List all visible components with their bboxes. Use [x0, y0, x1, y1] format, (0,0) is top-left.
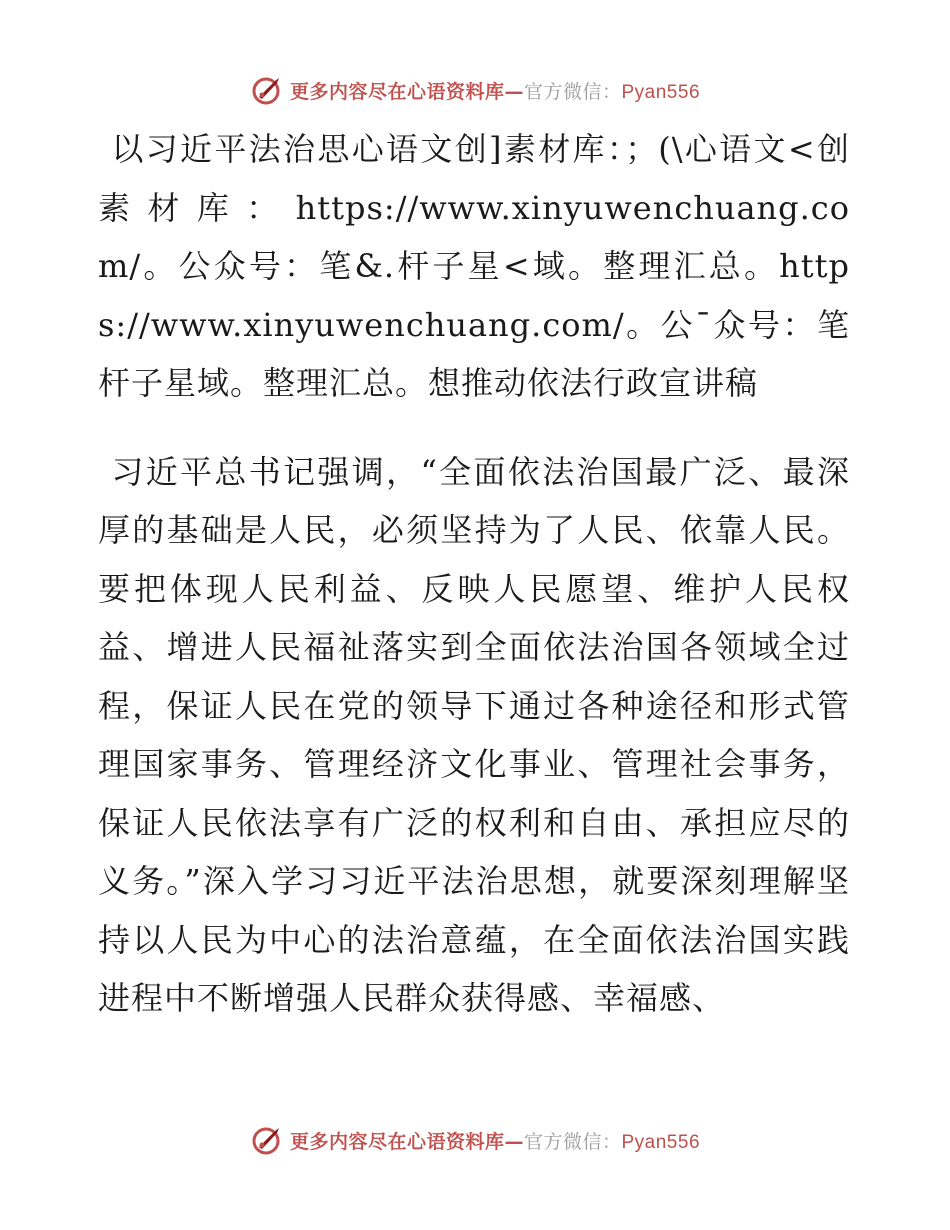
footer-banner — [0, 1120, 950, 1160]
header-library-text: 更多内容尽在心语资料库— — [289, 80, 524, 103]
header-banner — [0, 70, 950, 110]
header-wechat-label: 官方微信： — [523, 80, 622, 103]
document-body — [98, 120, 850, 1028]
header-banner-text — [290, 77, 700, 104]
footer-banner-text — [290, 1127, 700, 1154]
paragraph — [98, 443, 850, 1028]
footer-wechat-id: Pyan556 — [621, 1131, 701, 1153]
brush-pen-logo-icon — [250, 73, 284, 107]
paragraph-text: 以习近平法治思心语文创]素材库：；(\心语文<创素材库：https://www.xinyuwenchuang.com/。公众号：笔&.杆子星<域。整理汇总。https://www.xinyuwenchuang.com/。公¯众号：笔杆子星域。整理汇总。想推动依法行政宣讲稿 — [98, 130, 850, 402]
brush-pen-logo-icon — [250, 1123, 284, 1157]
footer-wechat-label: 官方微信： — [523, 1130, 622, 1153]
paragraph-text: 习近平总书记强调，“全面依法治国最广泛、最深厚的基础是人民，必须坚持为了人民、依靠人民。要把体现人民利益、反映人民愿望、维护人民权益、增进人民福祉落实到全面依法治国各领域全过程，保证人民在党的领导下通过各种途径和形式管理国家事务、管理经济文化事业、管理社会事务，保证人民依法享有广泛的权利和自由、承担应尽的义务。”深入学习习近平法治思想，就要深刻理解坚持以人民为中心的法治意蕴，在全面依法治国实践进程中不断增强人民群众获得感、幸福感、 — [98, 452, 850, 1017]
paragraph — [98, 120, 850, 413]
header-wechat-id: Pyan556 — [621, 81, 701, 103]
footer-library-text: 更多内容尽在心语资料库— — [289, 1130, 524, 1153]
